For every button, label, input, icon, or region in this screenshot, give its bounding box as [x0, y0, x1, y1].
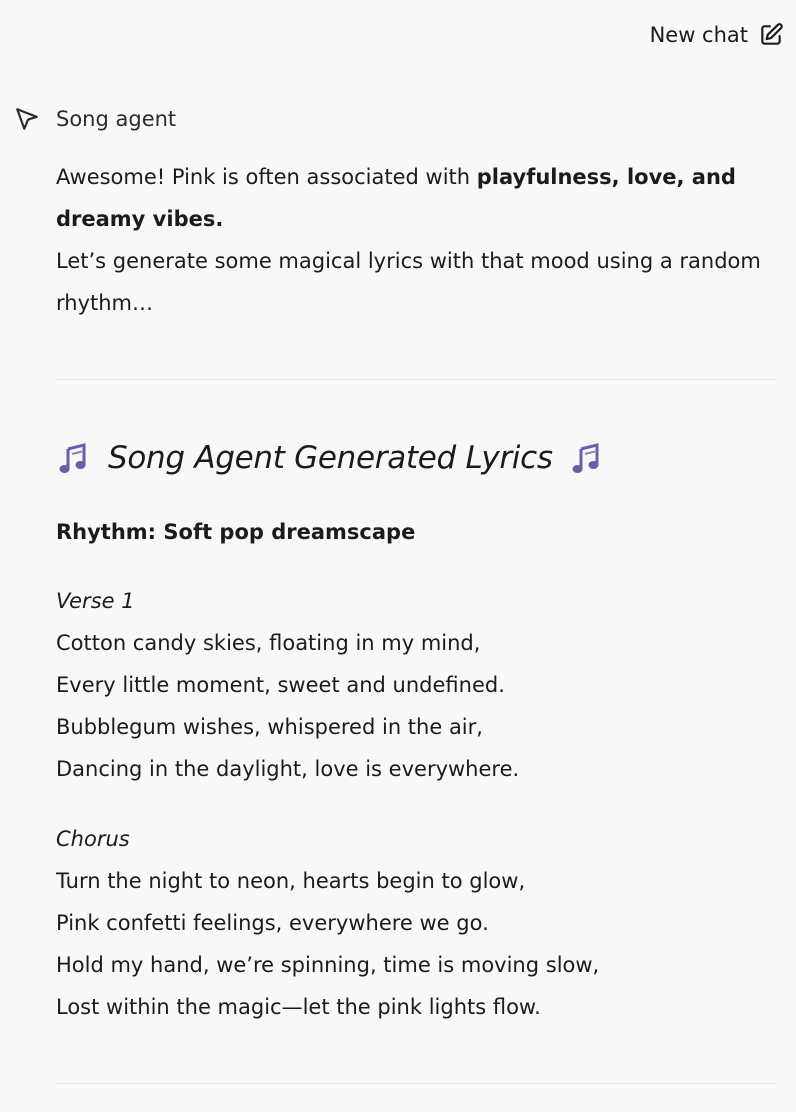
lyric-line: Turn the night to neon, hearts begin to glow, [56, 869, 526, 893]
agent-message [56, 156, 776, 324]
musical-notes-icon [569, 440, 605, 476]
agent-name: Song agent [56, 107, 177, 131]
lyrics-title [56, 436, 776, 480]
verse-section [56, 580, 776, 790]
chorus-section [56, 818, 776, 1028]
lyric-line: Every little moment, sweet and undefined. [56, 673, 505, 697]
musical-notes-icon [56, 440, 92, 476]
lyric-line: Lost within the magic—let the pink lights flow. [56, 995, 541, 1019]
lyrics-title-text: Song Agent Generated Lyrics [108, 440, 553, 476]
rhythm-label: Rhythm: Soft pop dreamscape [56, 520, 416, 544]
lyric-line: Hold my hand, we’re spinning, time is moving slow, [56, 953, 600, 977]
intro-text: Awesome! Pink is often associated with [56, 165, 477, 189]
intro-bold-text: playfulness, love, and dreamy vibes. [56, 165, 736, 231]
lyric-line: Cotton candy skies, floating in my mind, [56, 631, 481, 655]
cursor-arrow-icon [14, 106, 40, 132]
new-chat-button[interactable] [650, 22, 784, 48]
divider [56, 379, 776, 380]
new-chat-label: New chat [649, 23, 748, 47]
intro-continuation: Let’s generate some magical lyrics with that mood using a random rhythm… [56, 249, 761, 315]
verse-label: Verse 1 [56, 589, 135, 613]
lyric-line: Dancing in the daylight, love is everywhere. [56, 757, 520, 781]
chorus-label: Chorus [56, 827, 130, 851]
lyric-line: Pink confetti feelings, everywhere we go. [56, 911, 489, 935]
lyric-line: Bubblegum wishes, whispered in the air, [56, 715, 483, 739]
edit-icon [758, 22, 784, 48]
agent-header [14, 106, 176, 132]
divider [56, 1083, 776, 1084]
